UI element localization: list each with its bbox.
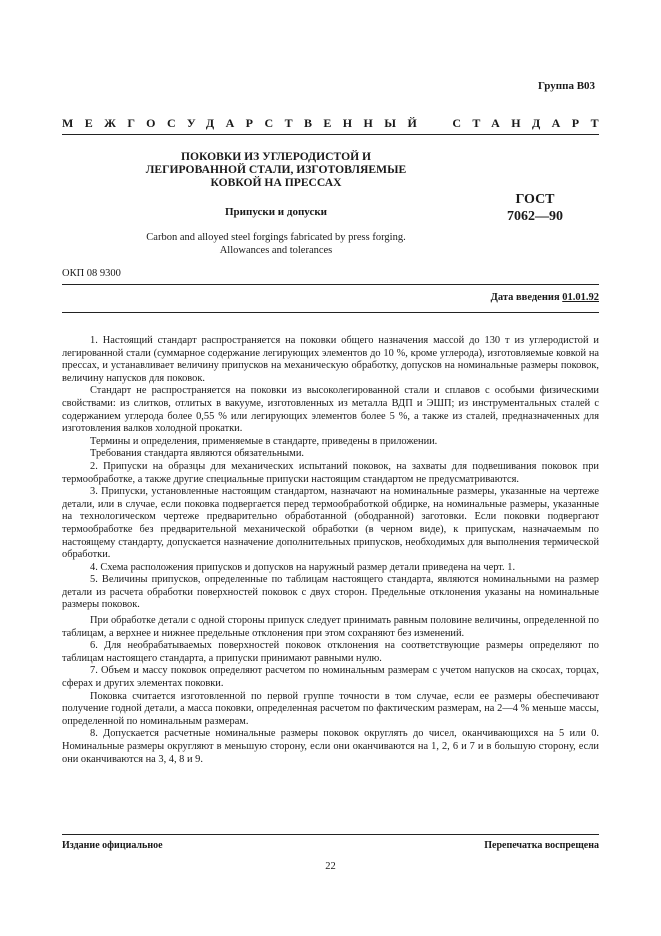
page-number: 22 <box>325 861 336 872</box>
paragraph: Поковка считается изготовленной по первой группе точности в том случае, если ее размеры обеспечивают получение годной детали, а масса поковки, определенная расчетом по фактическим размерам, на 2—4 % меньше массы, определенной по номинальным размерам. <box>62 690 599 727</box>
footer-rule <box>62 834 599 835</box>
paragraph: 1. Настоящий стандарт распространяется на поковки общего назначения массой до 130 т из углеродистой и легированной стали (суммарное содержание легирующих элементов до 10 %, кроме углерода), изготовляемые ковкой на прессах, и устанавливает величину припусков на механическую обработку, допусков на номинальные размеры поковок, величину напусков для поковок. <box>62 335 599 384</box>
intro-rule <box>62 312 599 313</box>
english-title <box>110 232 442 257</box>
group-code: Группа В03 <box>538 80 596 92</box>
document-title <box>140 150 412 189</box>
gost-designation <box>500 191 570 225</box>
standard-word-standard: СТАНДАРТ <box>452 116 610 130</box>
title-line: ПОКОВКИ ИЗ УГЛЕРОДИСТОЙ И <box>180 150 372 163</box>
header-rule <box>62 134 599 135</box>
gost-label: ГОСТ <box>515 192 555 207</box>
title-line: КОВКОЙ НА ПРЕССАХ <box>210 176 342 189</box>
paragraph: 2. Припуски на образцы для механических испытаний поковок, на захваты для подвешивания поковок при термообработке, а также другие специальные припуски настоящим стандартом не предусматриваются. <box>62 460 599 485</box>
paragraph: 6. Для необрабатываемых поверхностей поковок отклонения на соответствующие размеры определяют по таблицам настоящего стандарта, а припуски принимают равными нулю. <box>62 640 599 664</box>
gost-number: 7062—90 <box>507 209 563 224</box>
paragraph: 8. Допускается расчетные номинальные размеры поковок округлять до чисел, оканчивающихся на 5 или 0. Номинальные размеры округляют в меньшую сторону, если они оканчиваются на 1, 2, 6 и 7 и в большую сторону, если они оканчиваются на 3, 4, 8 и 9. <box>62 728 599 765</box>
document-subtitle: Припуски и допуски <box>224 206 328 218</box>
english-title-line: Allowances and tolerances <box>219 244 333 256</box>
standard-word-interstate: МЕЖГОСУДАРСТВЕННЫЙ <box>62 116 429 130</box>
footer-official-edition: Издание официальное <box>62 840 163 851</box>
paragraph: Термины и определения, применяемые в стандарте, приведены в приложении. <box>90 435 438 447</box>
paragraph: Стандарт не распространяется на поковки из высоколегированной стали и сплавов с особыми физическими свойствами: из слитков, отлитых в вакууме, изготовленных из металла ВДП и ЭШП; из инструментальных сталей с содержанием углерода более 0,55 % или легирующих элементов более 5 %, а также из сталей, предназначенных для изготовления валков холодной прокатки. <box>62 385 599 435</box>
paragraph: 7. Объем и массу поковок определяют расчетом по номинальным размерам с учетом напусков на скосах, торцах, сферах и других элементах поковки. <box>62 665 599 690</box>
okp-code: ОКП 08 9300 <box>62 268 121 279</box>
introduction-date-value: 01.01.92 <box>562 292 599 303</box>
paragraph: Требования стандарта являются обязательными. <box>90 448 305 460</box>
introduction-date-label: Дата введения <box>490 292 560 303</box>
introduction-date <box>491 292 599 303</box>
english-title-line: Carbon and alloyed steel forgings fabricated by press forging. <box>146 232 406 243</box>
paragraph: 5. Величины припусков, определенные по таблицам настоящего стандарта, являются номинальными на размер детали из расчета обработки поверхностей поковок с двух сторон. Предельные отклонения указаны на номинальные размеры поковок. <box>62 574 599 611</box>
standard-type-heading <box>62 116 610 131</box>
paragraph: 3. Припуски, установленные настоящим стандартом, назначают на номинальные размеры, указанные на чертеже детали, или в случае, если поковка подвергается перед термообработкой обдирке, на номинальные размеры, указанные на технологическом чертеже предварительно обработанной (ободранной) заготовки. Если поковки подвергают термообработке без предварительной механической обработки (в черном виде), к припускам, назначаемым по настоящему стандарту, допускается назначение дополнительных припусков, необходимых для выполнения термической обработки. <box>62 486 599 561</box>
document-body <box>62 335 599 766</box>
footer-reprint-notice: Перепечатка воспрещена <box>484 840 599 851</box>
title-line: ЛЕГИРОВАННОЙ СТАЛИ, ИЗГОТОВЛЯЕМЫЕ <box>145 163 407 176</box>
title-block-rule <box>62 284 599 285</box>
paragraph: 4. Схема расположения припусков и допусков на наружный размер детали приведена на черт. 1. <box>90 561 516 573</box>
paragraph: При обработке детали с одной стороны припуск следует принимать равным половине величины, определенной по таблицам, а верхнее и нижнее предельные отклонения при этом сохраняют без изменений. <box>62 615 599 639</box>
